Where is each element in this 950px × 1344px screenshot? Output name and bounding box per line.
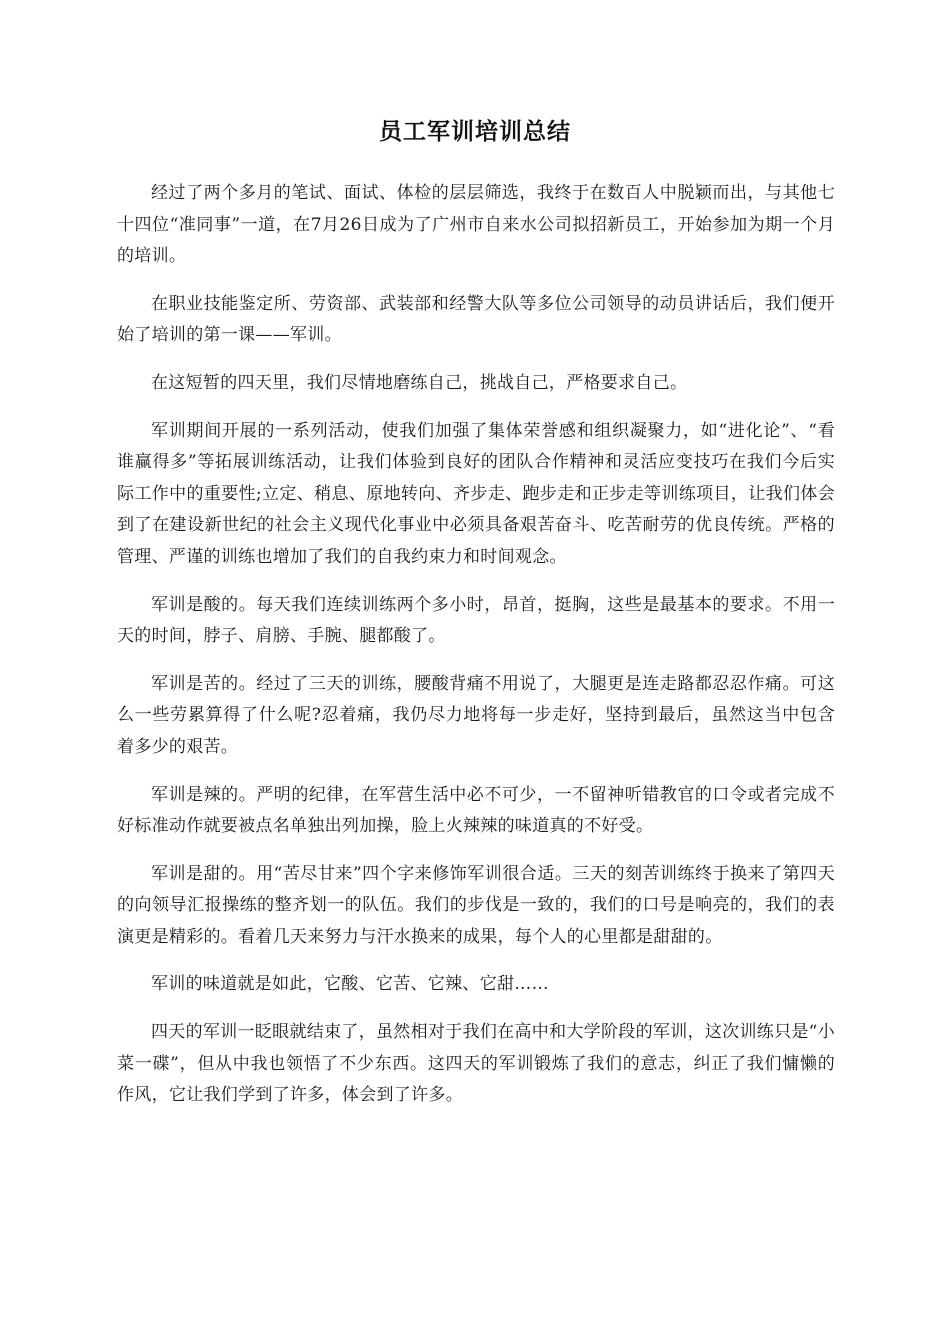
paragraph-4: 军训期间开展的一系列活动，使我们加强了集体荣誉感和组织凝聚力，如“进化论”、“看谁赢得多”等拓展训练活动，让我们体验到良好的团队合作精神和灵活应变技巧在我们今后实际工作中的重要性;立定、稍息、原地转向、齐步走、跑步走和正步走等训练项目，让我们体会到了在建设新世纪的社会主义现代化事业中必须具备艰苦奋斗、吃苦耐劳的优良传统。严格的管理、严谨的训练也增加了我们的自我约束力和时间观念。 [117,420,835,567]
paragraph-1: 经过了两个多月的笔试、面试、体检的层层筛选，我终于在数百人中脱颖而出，与其他七十四位“准同事”一道，在7月26日成为了广州市自来水公司拟招新员工，开始参加为期一个月的培训。 [117,183,835,267]
document-body [117,178,835,1128]
document-title: 员工军训培训总结 [379,118,571,145]
paragraph-7: 军训是辣的。严明的纪律，在军营生活中必不可少，一不留神听错教官的口令或者完成不好标准动作就要被点名单独出列加操，脸上火辣辣的味道真的不好受。 [117,784,835,837]
paragraph-10: 四天的军训一眨眼就结束了，虽然相对于我们在高中和大学阶段的军训，这次训练只是“小菜一碟”，但从中我也领悟了不少东西。这四天的军训锻炼了我们的意志，纠正了我们慵懒的作风，它让我们学到了许多，体会到了许多。 [117,1022,835,1106]
paragraph-8: 军训是甜的。用“苦尽甘来”四个字来修饰军训很合适。三天的刻苦训练终于换来了第四天的向领导汇报操练的整齐划一的队伍。我们的步伐是一致的，我们的口号是响亮的，我们的表演更是精彩的。看着几天来努力与汗水换来的成果，每个人的心里都是甜甜的。 [117,863,835,947]
paragraph-2: 在职业技能鉴定所、劳资部、武装部和经警大队等多位公司领导的动员讲话后，我们便开始了培训的第一课——军训。 [117,293,835,346]
paragraph-5: 军训是酸的。每天我们连续训练两个多小时，昂首，挺胸，这些是最基本的要求。不用一天的时间，脖子、肩膀、手腕、腿都酸了。 [117,594,835,647]
paragraph-9: 军训的味道就是如此，它酸、它苦、它辣、它甜…… [151,974,549,995]
paragraph-6: 军训是苦的。经过了三天的训练，腰酸背痛不用说了，大腿更是连走路都忍忍作痛。可这么一些劳累算得了什么呢?忍着痛，我仍尽力地将每一步走好，坚持到最后，虽然这当中包含着多少的艰苦。 [117,673,835,757]
paragraph-3: 在这短暂的四天里，我们尽情地磨练自己，挑战自己，严格要求自己。 [151,372,688,393]
